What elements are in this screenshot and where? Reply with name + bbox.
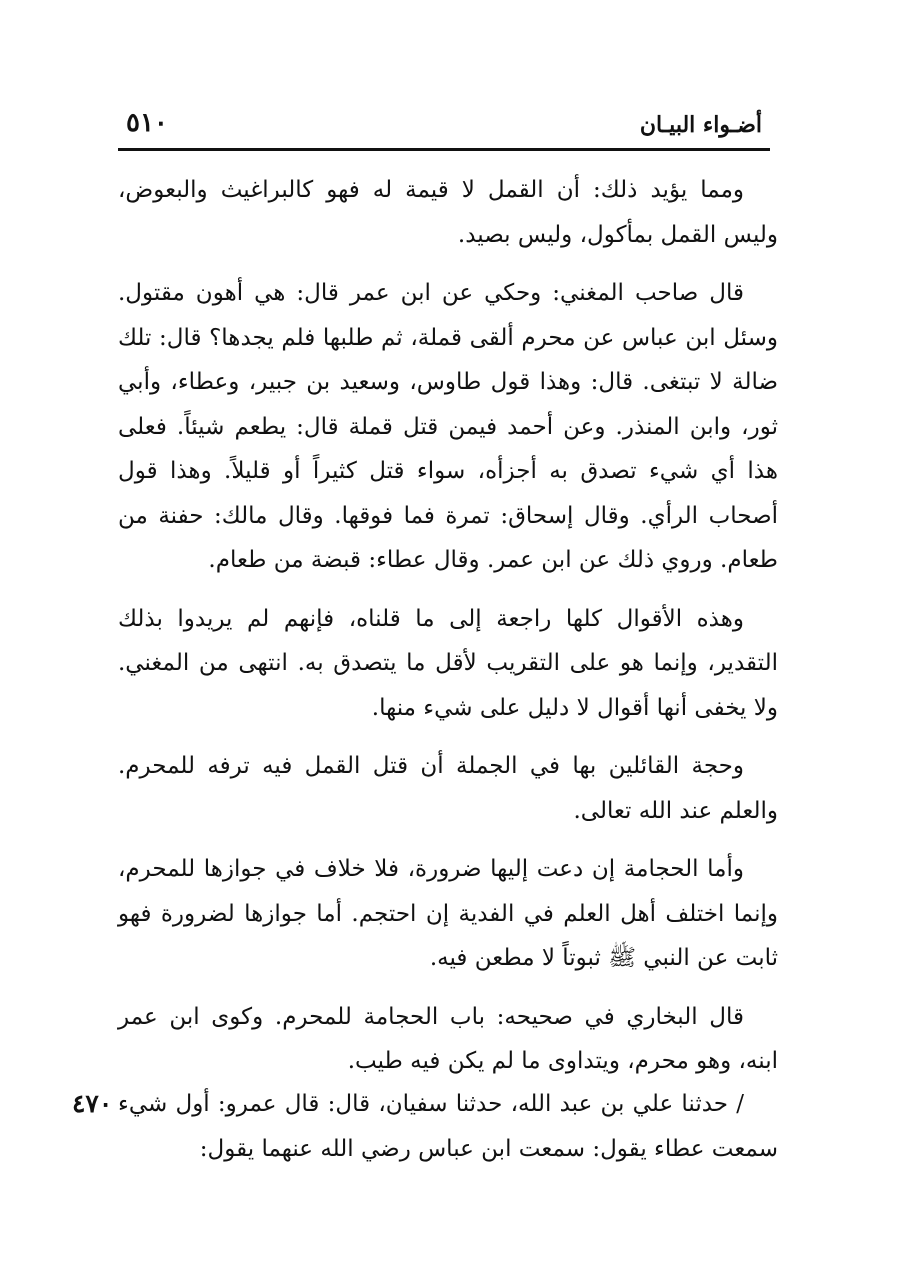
hadith-number: ٤٧٠: [72, 1089, 113, 1118]
hadith-block: [72, 1082, 778, 1171]
paragraph: وأما الحجامة إن دعت إليها ضرورة، فلا خلاف في جوازها للمحرم، وإنما اختلف أهل العلم في الفدية إن احتجم. أما جوازها لضرورة فهو ثابت عن النبي ﷺ ثبوتاً لا مطعن فيه.: [118, 856, 778, 971]
paragraph: ومما يؤيد ذلك: أن القمل لا قيمة له فهو كالبراغيث والبعوض، وليس القمل بمأكول، وليس بصيد.: [118, 177, 778, 248]
page-body: [118, 168, 778, 1098]
paragraph: قال صاحب المغني: وحكي عن ابن عمر قال: هي أهون مقتول. وسئل ابن عباس عن محرم ألقى قملة، ثم طلبها فلم يجدها؟ قال: تلك ضالة لا تبتغى. قال: وهذا قول طاوس، وسعيد بن جبير، وعطاء، وأبي ثور، وابن المنذر. وعن أحمد فيمن قتل قملة قال: يطعم شيئاً. فعلى هذا أي شيء تصدق به أجزأه، سواء قتل كثيراً أو قليلاً. وهذا قول أصحاب الرأي. وقال إسحاق: تمرة فما فوقها. وقال مالك: حفنة من طعام. وروي ذلك عن ابن عمر. وقال عطاء: قبضة من طعام.: [118, 280, 778, 573]
page-header: [118, 108, 770, 151]
hadith-text: / حدثنا علي بن عبد الله، حدثنا سفيان، قال: قال عمرو: أول شيء سمعت عطاء يقول: سمعت ابن عباس رضي الله عنهما يقول:: [118, 1091, 778, 1162]
paragraph: وحجة القائلين بها في الجملة أن قتل القمل فيه ترفه للمحرم. والعلم عند الله تعالى.: [118, 753, 778, 824]
page-number: ٥١٠: [126, 108, 168, 138]
running-title: أضـواء البيـان: [639, 112, 762, 138]
paragraph: وهذه الأقوال كلها راجعة إلى ما قلناه، فإنهم لم يريدوا بذلك التقدير، وإنما هو على التقريب لأقل ما يتصدق به. انتهى من المغني. ولا يخفى أنها أقوال لا دليل على شيء منها.: [118, 605, 778, 721]
paragraph: قال البخاري في صحيحه: باب الحجامة للمحرم. وكوى ابن عمر ابنه، وهو محرم، ويتداوى ما لم يكن فيه طيب.: [118, 1003, 778, 1074]
